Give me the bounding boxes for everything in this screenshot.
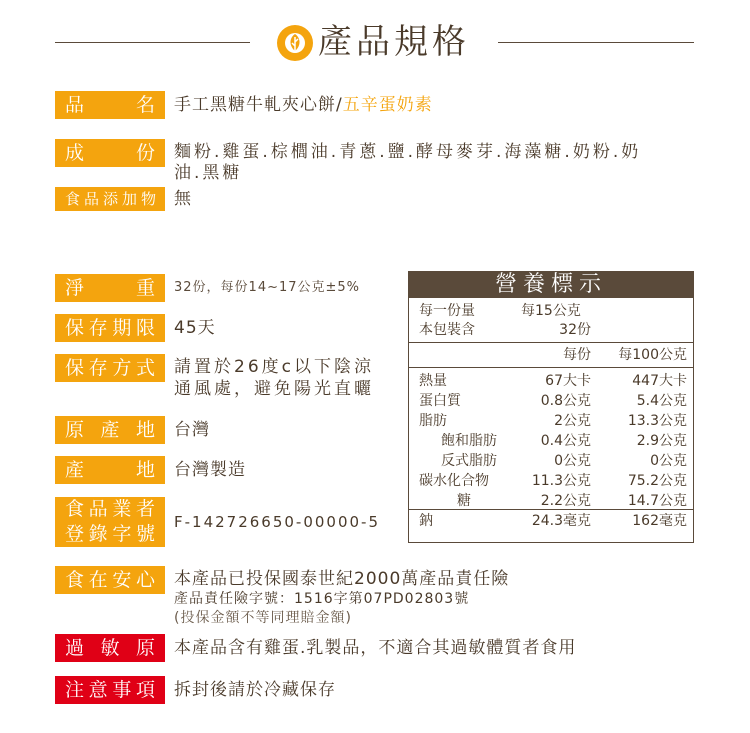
ingredients-line-2: 油.黑糖 xyxy=(174,163,243,183)
nutrient-per-serving: 0.4公克 xyxy=(540,433,591,449)
nutrient-name: 鈉 xyxy=(419,513,433,529)
insurance-line-3: (投保金額不等同理賠金額) xyxy=(174,610,352,626)
page-title: 產品規格 xyxy=(318,22,470,62)
label-registry-line-2: 登錄字號 xyxy=(65,523,157,545)
product-name-main: 手工黑糖牛軋夾心餅/ xyxy=(174,95,343,115)
nutrient-per-serving: 24.3毫克 xyxy=(531,513,591,529)
storage-line-2: 通風處，避免陽光直曬 xyxy=(174,379,374,399)
nutrient-per-serving: 2.2公克 xyxy=(540,493,591,509)
nutrient-per-100g: 447大卡 xyxy=(632,373,687,389)
nutrition-divider-2 xyxy=(409,367,693,368)
serving-size-label: 每一份量 xyxy=(419,303,475,319)
label-allergen: 過 敏 原 xyxy=(55,634,165,662)
product-flavor: 五辛蛋奶素 xyxy=(342,95,433,115)
nutrient-name: 飽和脂肪 xyxy=(441,433,497,449)
col-per-100g: 每100公克 xyxy=(618,347,687,363)
label-product-name: 品 名 xyxy=(55,91,165,119)
label-origin: 原 產 地 xyxy=(55,416,165,444)
insurance-line-2: 產品責任險字號：1516字第07PD02803號 xyxy=(174,591,470,607)
allergen-value: 本產品含有雞蛋.乳製品，不適合其過敏體質者食用 xyxy=(174,638,577,658)
ingredients-line-1: 麵粉.雞蛋.棕櫚油.青蔥.鹽.酵母麥芽.海藻糖.奶粉.奶 xyxy=(174,142,642,162)
nutrient-per-serving: 11.3公克 xyxy=(531,473,591,489)
nutrient-per-100g: 13.3公克 xyxy=(627,413,687,429)
notice-value: 拆封後請於冷藏保存 xyxy=(174,680,336,700)
nutrient-per-100g: 5.4公克 xyxy=(636,393,687,409)
made-in-value: 台灣製造 xyxy=(174,460,246,480)
header-rule-left xyxy=(55,42,250,43)
nutrient-name: 碳水化合物 xyxy=(419,473,489,489)
servings-label: 本包裝含 xyxy=(419,322,475,338)
label-registry xyxy=(55,497,165,547)
nutrient-per-serving: 67大卡 xyxy=(545,373,591,389)
header-rule-right xyxy=(498,42,694,43)
nutrient-name: 糖 xyxy=(457,493,471,509)
servings-value: 32份 xyxy=(559,322,591,338)
col-per-serving: 每份 xyxy=(563,347,591,363)
label-made-in: 產 地 xyxy=(55,456,165,484)
label-notice: 注意事項 xyxy=(55,676,165,704)
nutrient-name: 脂肪 xyxy=(419,413,447,429)
label-registry-line-1: 食品業者 xyxy=(65,498,157,520)
nutrient-per-100g: 75.2公克 xyxy=(627,473,687,489)
label-shelf-life: 保存期限 xyxy=(55,314,165,342)
shelf-life-value: 45天 xyxy=(174,318,216,338)
label-ingredients: 成 份 xyxy=(55,139,165,167)
nutrient-per-100g: 162毫克 xyxy=(632,513,687,529)
label-storage: 保存方式 xyxy=(55,354,165,382)
origin-value: 台灣 xyxy=(174,420,210,440)
nutrition-table xyxy=(408,271,694,543)
insurance-line-1: 本產品已投保國泰世紀2000萬產品責任險 xyxy=(174,569,510,589)
nutrient-per-100g: 2.9公克 xyxy=(636,433,687,449)
nutrition-divider-3 xyxy=(409,509,693,510)
nutrient-per-serving: 0公克 xyxy=(554,453,591,469)
nutrient-per-serving: 2公克 xyxy=(554,413,591,429)
registry-value: F-142726650-00000-5 xyxy=(174,513,381,531)
label-insurance: 食在安心 xyxy=(55,566,165,594)
net-weight-value: 32份，每份14~17公克±5% xyxy=(174,280,361,295)
nutrient-name: 熱量 xyxy=(419,373,447,389)
nutrient-per-100g: 14.7公克 xyxy=(627,493,687,509)
nutrient-per-100g: 0公克 xyxy=(650,453,687,469)
label-additives: 食品添加物 xyxy=(55,187,165,211)
label-net-weight: 淨 重 xyxy=(55,274,165,302)
nutrient-name: 反式脂肪 xyxy=(441,453,497,469)
nutrition-title: 營養標示 xyxy=(409,272,693,298)
storage-line-1: 請置於26度c以下陰涼 xyxy=(174,357,374,377)
leaf-logo-icon xyxy=(276,24,314,62)
additives-value: 無 xyxy=(174,189,192,209)
nutrition-divider-1 xyxy=(409,342,693,343)
serving-size-value: 每15公克 xyxy=(521,303,581,319)
nutrient-name: 蛋白質 xyxy=(419,393,461,409)
product-name xyxy=(174,94,433,116)
nutrient-per-serving: 0.8公克 xyxy=(540,393,591,409)
